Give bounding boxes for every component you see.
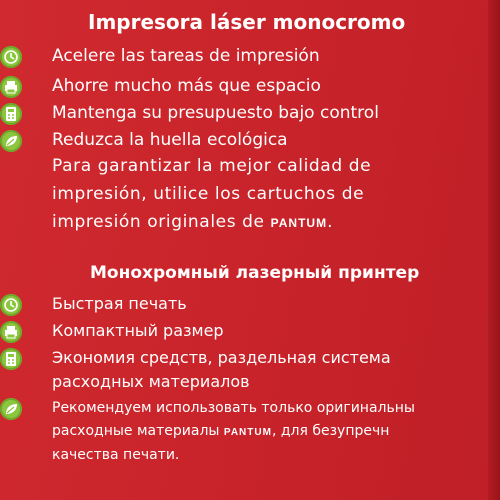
- spanish-item-4-text: Reduzca la huella ecológica: [52, 130, 288, 150]
- spanish-note-line-3: [52, 208, 492, 237]
- russian-item-1-text: Быстрая печать: [52, 294, 187, 313]
- russian-item-4-brand-suffix: , для безупречн: [271, 423, 390, 439]
- russian-item-4-line-1: Рекомендуем использовать только оригинальны: [52, 400, 415, 416]
- russian-item-4-line-2: [52, 420, 492, 444]
- russian-item-4-line-3: качества печати.: [52, 447, 180, 463]
- pantum-brand: PANTUM: [270, 216, 328, 230]
- spanish-item-3-text: Mantenga su presupuesto bajo control: [52, 103, 379, 123]
- pantum-brand: PANTUM: [223, 427, 272, 438]
- russian-item-2: [52, 321, 492, 340]
- russian-title: Монохромный лазерный принтер: [90, 263, 420, 283]
- russian-item-1: [52, 294, 492, 313]
- leaf-icon: [0, 398, 22, 420]
- clock-icon: [0, 46, 22, 68]
- russian-item-4-line-2-text: расходные материалы: [52, 423, 220, 439]
- spanish-title: Impresora láser monocromo: [88, 10, 406, 34]
- spanish-item-1-text: Acelere las tareas de impresión: [52, 46, 320, 66]
- printer-icon: [0, 321, 22, 343]
- russian-item-3: [52, 346, 492, 394]
- spanish-item-2: [52, 76, 492, 96]
- russian-item-3-line-2: расходных материалов: [52, 372, 250, 391]
- calculator-icon: [0, 103, 22, 125]
- russian-item-3-line-1: Экономия средств, раздельная система: [52, 348, 391, 367]
- calculator-icon: [0, 348, 22, 370]
- spanish-note-end: .: [327, 212, 334, 232]
- spanish-item-4: [52, 130, 492, 150]
- spanish-note-line-1: Para garantizar la mejor calidad de: [52, 156, 372, 176]
- spanish-note-line-2: impresión, utilice los cartuchos de: [52, 184, 365, 204]
- clock-icon: [0, 294, 22, 316]
- spanish-item-2-text: Ahorre mucho más que espacio: [52, 76, 321, 96]
- leaf-icon: [0, 130, 22, 152]
- spanish-item-1: [52, 46, 492, 66]
- spanish-note: [52, 152, 492, 237]
- russian-item-2-text: Компактный размер: [52, 321, 224, 340]
- spanish-note-line-3-text: impresión originales de: [52, 212, 265, 232]
- russian-item-4: [52, 397, 492, 467]
- printer-icon: [0, 76, 22, 98]
- spanish-item-3: [52, 103, 492, 123]
